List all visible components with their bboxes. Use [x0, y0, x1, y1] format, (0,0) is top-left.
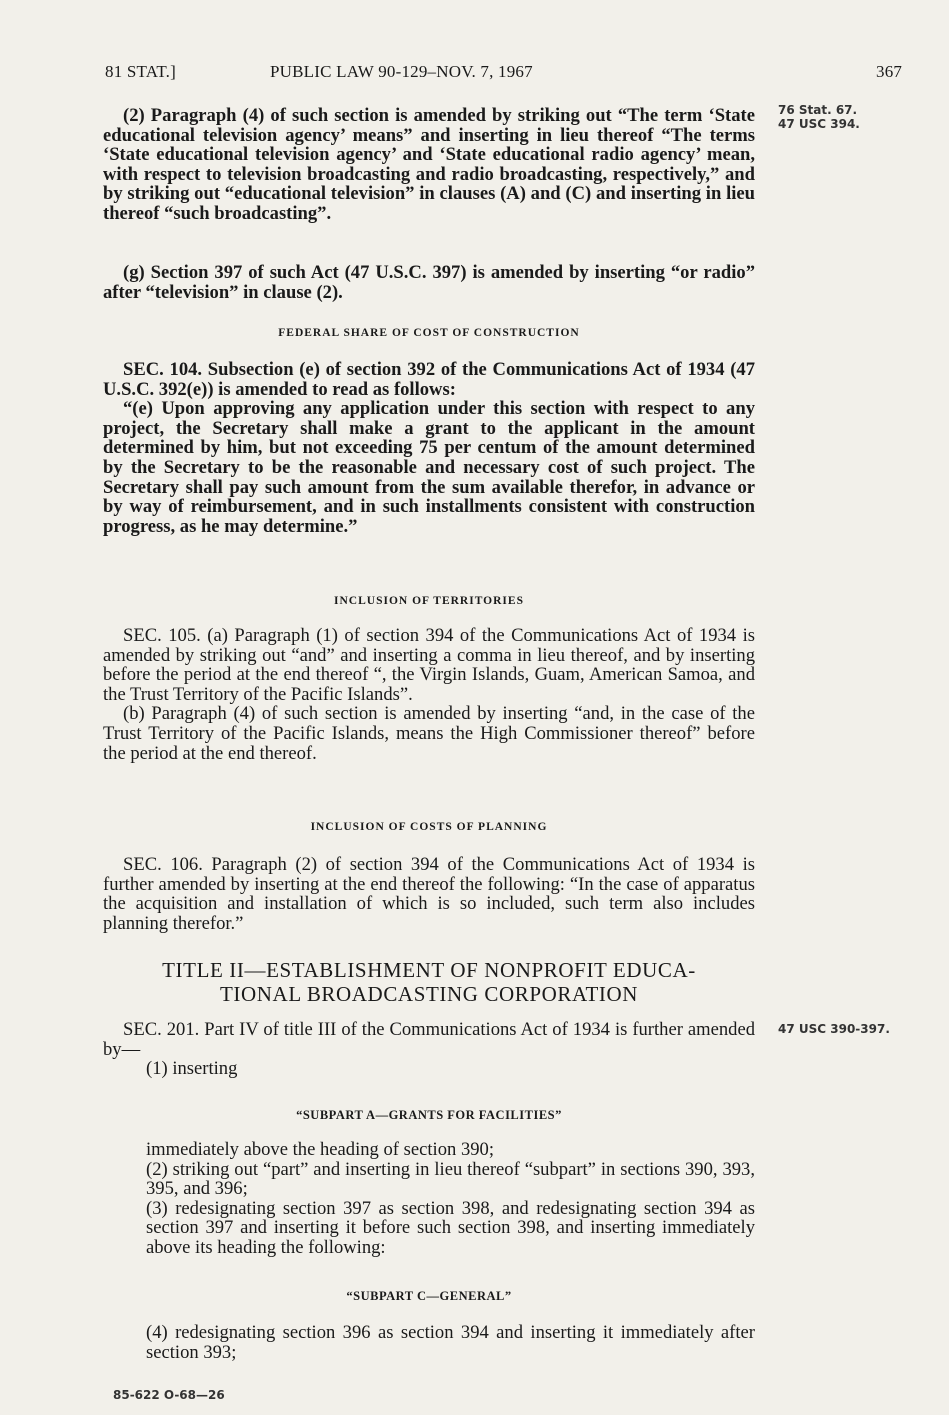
paragraph-text: (g) Section 397 of such Act (47 U.S.C. 397) is amended by inserting “or radio” after “television” in clause (2). — [103, 262, 755, 303]
paragraph-2 — [103, 106, 755, 224]
list-item-1: (1) inserting — [146, 1058, 238, 1080]
section-201 — [103, 1020, 755, 1079]
paragraph-text: SEC. 104. Subsection (e) of section 392 of the Communications Act of 1934 (47 U.S.C. 392(e)) is amended to read as follows: — [103, 359, 755, 400]
margin-note-citation: 76 Stat. 67. 47 USC 394. — [778, 103, 860, 131]
page-number: 367 — [876, 62, 903, 81]
section-104 — [103, 360, 755, 536]
list-item-3: (3) redesignating section 397 as section 398, and redesignating section 394 as section 397 and inserting it before such section 398, and inserting immediately above its heading the following: — [146, 1197, 755, 1258]
title-line: TITLE II—ESTABLISHMENT OF NONPROFIT EDUCA- — [162, 958, 696, 982]
section-heading-planning — [103, 821, 755, 833]
paragraph-text: SEC. 106. Paragraph (2) of section 394 of the Communications Act of 1934 is further amended by inserting at the end thereof the following: “In the case of apparatus the acquisition and installation of which is so included, such term also includes planning therefor.” — [103, 854, 755, 934]
paragraph-text: SEC. 105. (a) Paragraph (1) of section 394 of the Communications Act of 1934 is amended by striking out “and” and inserting a comma in lieu thereof, and by inserting before the period at the end thereof “, the Virgin Islands, Guam, American Samoa, and the Trust Territory of the Pacific Islands”. — [103, 625, 755, 705]
section-heading-territories — [103, 595, 755, 607]
margin-note-usc: 47 USC 390-397. — [778, 1022, 890, 1036]
section-201-item-4 — [103, 1323, 755, 1362]
footer-print-code: 85-622 O-68—26 — [113, 1388, 225, 1402]
section-heading-federal-share — [103, 327, 755, 339]
section-106 — [103, 855, 755, 933]
section-heading: INCLUSION OF TERRITORIES — [334, 595, 524, 607]
paragraph-g — [103, 263, 755, 302]
list-item-2: (2) striking out “part” and inserting in lieu thereof “subpart” in sections 390, 393, 395, and 396; — [146, 1158, 755, 1200]
subpart-heading: “SUBPART A—GRANTS FOR FACILITIES” — [296, 1108, 562, 1122]
title-line: TIONAL BROADCASTING CORPORATION — [220, 982, 638, 1006]
header-statute-ref: 81 STAT.] — [105, 62, 176, 81]
paragraph-text: (b) Paragraph (4) of such section is amended by inserting “and, in the case of the Trust Territory of the Pacific Islands, means the High Commissioner thereof” before the period at the end thereof. — [103, 703, 755, 764]
section-heading: INCLUSION OF COSTS OF PLANNING — [310, 821, 548, 833]
list-item-1-continued: immediately above the heading of section 390; — [146, 1139, 495, 1160]
header-law-title: PUBLIC LAW 90-129–NOV. 7, 1967 — [270, 62, 533, 81]
list-item-4: (4) redesignating section 396 as section 394 and inserting it immediately after section 393; — [146, 1322, 755, 1363]
subpart-a-heading — [103, 1108, 755, 1123]
section-heading: FEDERAL SHARE OF COST OF CONSTRUCTION — [278, 327, 580, 339]
section-201-items — [103, 1140, 755, 1258]
paragraph-text: SEC. 201. Part IV of title III of the Communications Act of 1934 is further amended by— — [103, 1019, 755, 1060]
subpart-heading: “SUBPART C—GENERAL” — [346, 1289, 512, 1303]
title-2-heading — [103, 958, 755, 1006]
section-105 — [103, 626, 755, 763]
subpart-c-heading — [103, 1289, 755, 1304]
quoted-text: “(e) Upon approving any application under this section with respect to any project, the Secretary shall make a grant to the applicant in the amount determined by him, but not exceeding 75 per centum of the amount determined by the Secretary to be the reasonable and necessary cost of such project. The Secretary shall pay such amount from the sum available therefor, in advance or by way of reimbursement, and in such installments consistent with construction progress, as he may determine.” — [103, 398, 755, 537]
paragraph-text: (2) Paragraph (4) of such section is amended by striking out “The term ‘State educational television agency’ means” and inserting in lieu thereof “The terms ‘State educational television agency’ and ‘State educational radio agency’ mean, with respect to television broadcasting and radio broadcasting, respectively,” and by striking out “educational television” in clauses (A) and (C) and inserting in lieu thereof “such broadcasting”. — [103, 105, 755, 224]
